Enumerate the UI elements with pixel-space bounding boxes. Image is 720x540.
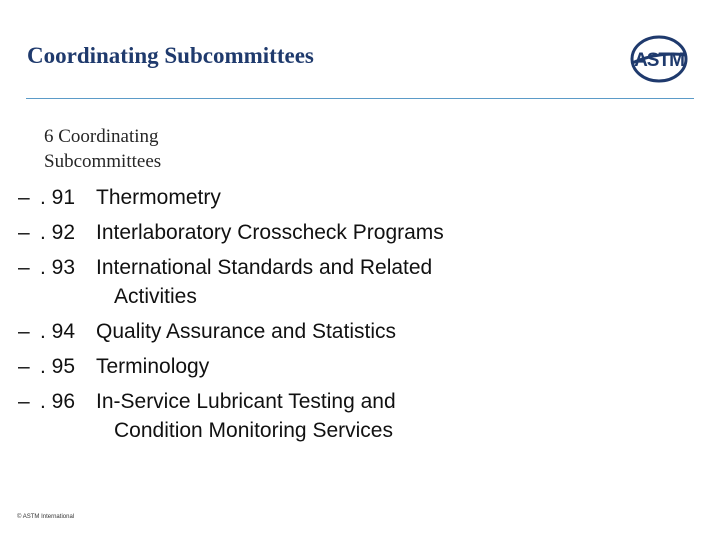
list-item [18, 352, 618, 381]
bullet-dash: – [18, 320, 30, 343]
item-code: . 94 [40, 320, 76, 343]
item-text [96, 352, 618, 381]
bullet-dash: – [18, 221, 30, 244]
item-code: . 95 [40, 355, 76, 378]
item-code: . 91 [40, 186, 76, 209]
item-text [96, 218, 618, 247]
item-text [96, 317, 618, 346]
item-text [96, 183, 618, 212]
item-text-line: Thermometry [96, 186, 221, 209]
list-item [18, 317, 618, 346]
item-text-continuation: Condition Monitoring Services [114, 419, 393, 442]
title-divider [26, 98, 694, 99]
item-text-line: Quality Assurance and Statistics [96, 320, 396, 343]
bullet-dash: – [18, 256, 30, 279]
bullet-dash: – [18, 355, 30, 378]
item-code: . 96 [40, 390, 76, 413]
logo-text: ASTM [634, 50, 684, 71]
copyright-footer: © ASTM International [17, 514, 75, 520]
list-item [18, 387, 618, 445]
bullet-dash: – [18, 186, 30, 209]
slide-title: Coordinating Subcommittees [27, 43, 314, 68]
item-text [96, 253, 618, 311]
item-code: . 93 [40, 256, 76, 279]
astm-logo [628, 33, 690, 85]
item-text-line: International Standards and Related [96, 256, 433, 279]
item-text-line: Interlaboratory Crosscheck Programs [96, 221, 444, 244]
item-text-continuation: Activities [114, 285, 197, 308]
item-text-line: In-Service Lubricant Testing and [96, 390, 396, 413]
list-item [18, 183, 618, 212]
item-code: . 92 [40, 221, 76, 244]
bullet-dash: – [18, 390, 30, 413]
subcommittee-list [18, 183, 618, 445]
item-text-line: Terminology [96, 355, 210, 378]
list-item [18, 218, 618, 247]
item-text [96, 387, 618, 445]
list-item [18, 253, 618, 311]
intro-text: 6 Coordinating Subcommittees [44, 126, 162, 172]
